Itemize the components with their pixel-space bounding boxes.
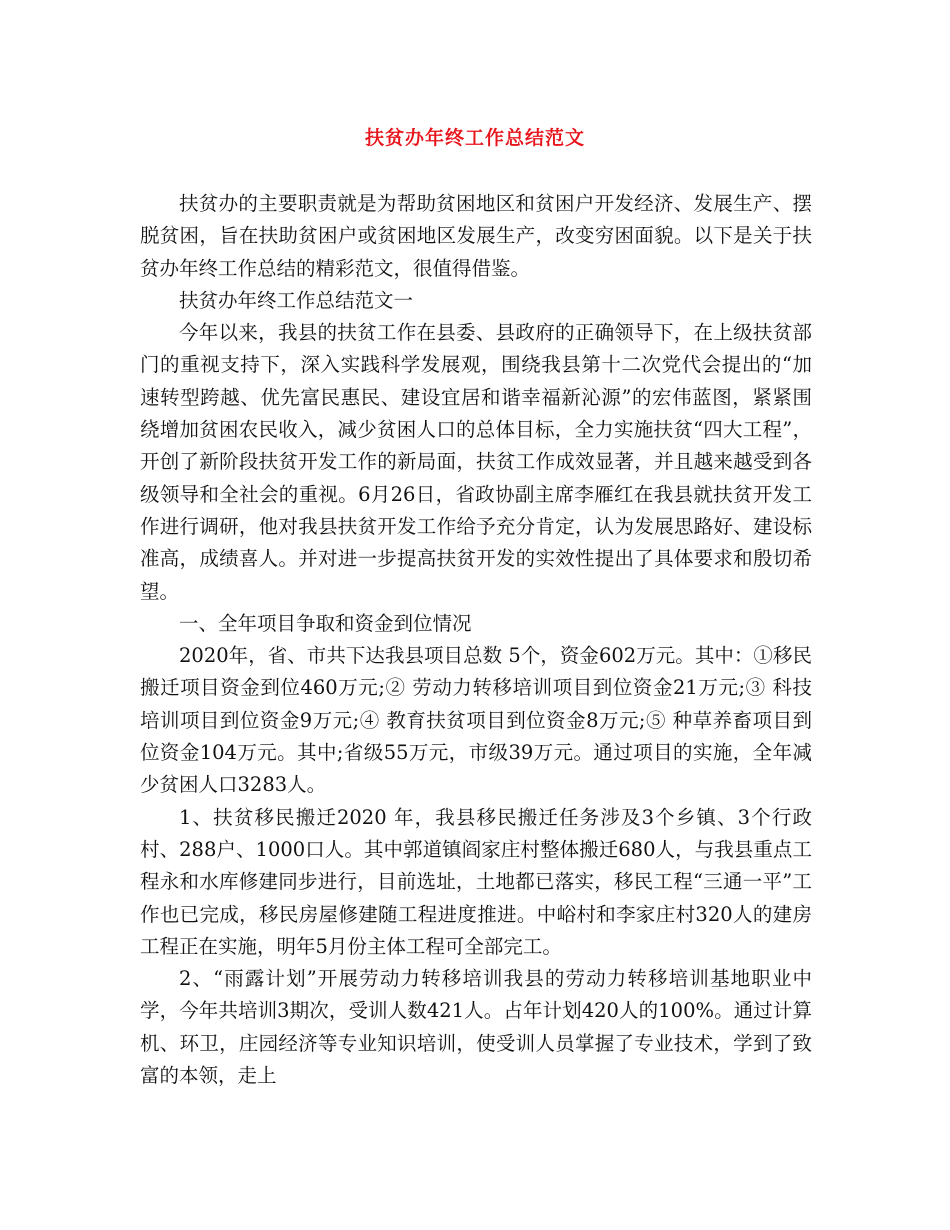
body-paragraph: 1、扶贫移民搬迁2020 年，我县移民搬迁任务涉及3个乡镇、3个行政村、288户、1000口人。其中郭道镇阎家庄村整体搬迁680人，与我县重点工程永和水库修建同步进行，目前选址，土地都已落实，移民工程“三通一平”工作也已完成，移民房屋修建随工程进度推进。中峪村和李家庄村320人的建房工程正在实施，明年5月份主体工程可全部完工。: [140, 805, 812, 958]
section-heading: 扶贫办年终工作总结范文一: [179, 288, 414, 312]
body-paragraph: 2020年，省、市共下达我县项目总数 5个，资金602万元。其中：①移民搬迁项目资金到位460万元;② 劳动力转移培训项目到位资金21万元;③ 科技培训项目到位资金9万元;④ 教育扶贫项目到位资金8万元;⑤ 种草养畜项目到位资金104万元。其中;省级55万元，市级39万元。通过项目的实施，全年减少贫困人口3283人。: [140, 644, 812, 797]
body-paragraph: 2、“雨露计划”开展劳动力转移培训我县的劳动力转移培训基地职业中学，今年共培训3期次，受训人数421人。占年计划420人的100%。通过计算机、环卫，庄园经济等专业知识培训，使受训人员掌握了专业技术，学到了致富的本领，走上: [140, 967, 812, 1088]
document-body: [140, 188, 812, 1092]
body-paragraph: 今年以来，我县的扶贫工作在县委、县政府的正确领导下，在上级扶贫部门的重视支持下，深入实践科学发展观，围绕我县第十二次党代会提出的“加速转型跨越、优先富民惠民、建设宜居和谐幸福新沁源”的宏伟蓝图，紧紧围绕增加贫困农民收入，减少贫困人口的总体目标，全力实施扶贫“四大工程”，开创了新阶段扶贫开发工作的新局面，扶贫工作成效显著，并且越来越受到各级领导和全社会的重视。6月26日，省政协副主席李雁红在我县就扶贫开发工作进行调研，他对我县扶贫开发工作给予充分肯定，认为发展思路好、建设标准高，成绩喜人。并对进一步提高扶贫开发的实效性提出了具体要求和殷切希望。: [140, 321, 812, 603]
section-heading: 一、全年项目争取和资金到位情况: [179, 611, 472, 635]
intro-paragraph: 扶贫办的主要职责就是为帮助贫困地区和贫困户开发经济、发展生产、摆脱贫困，旨在扶助贫困户或贫困地区发展生产，改变穷困面貌。以下是关于扶贫办年终工作总结的精彩范文，很值得借鉴。: [140, 192, 812, 280]
document-title: 扶贫办年终工作总结范文: [364, 127, 585, 149]
